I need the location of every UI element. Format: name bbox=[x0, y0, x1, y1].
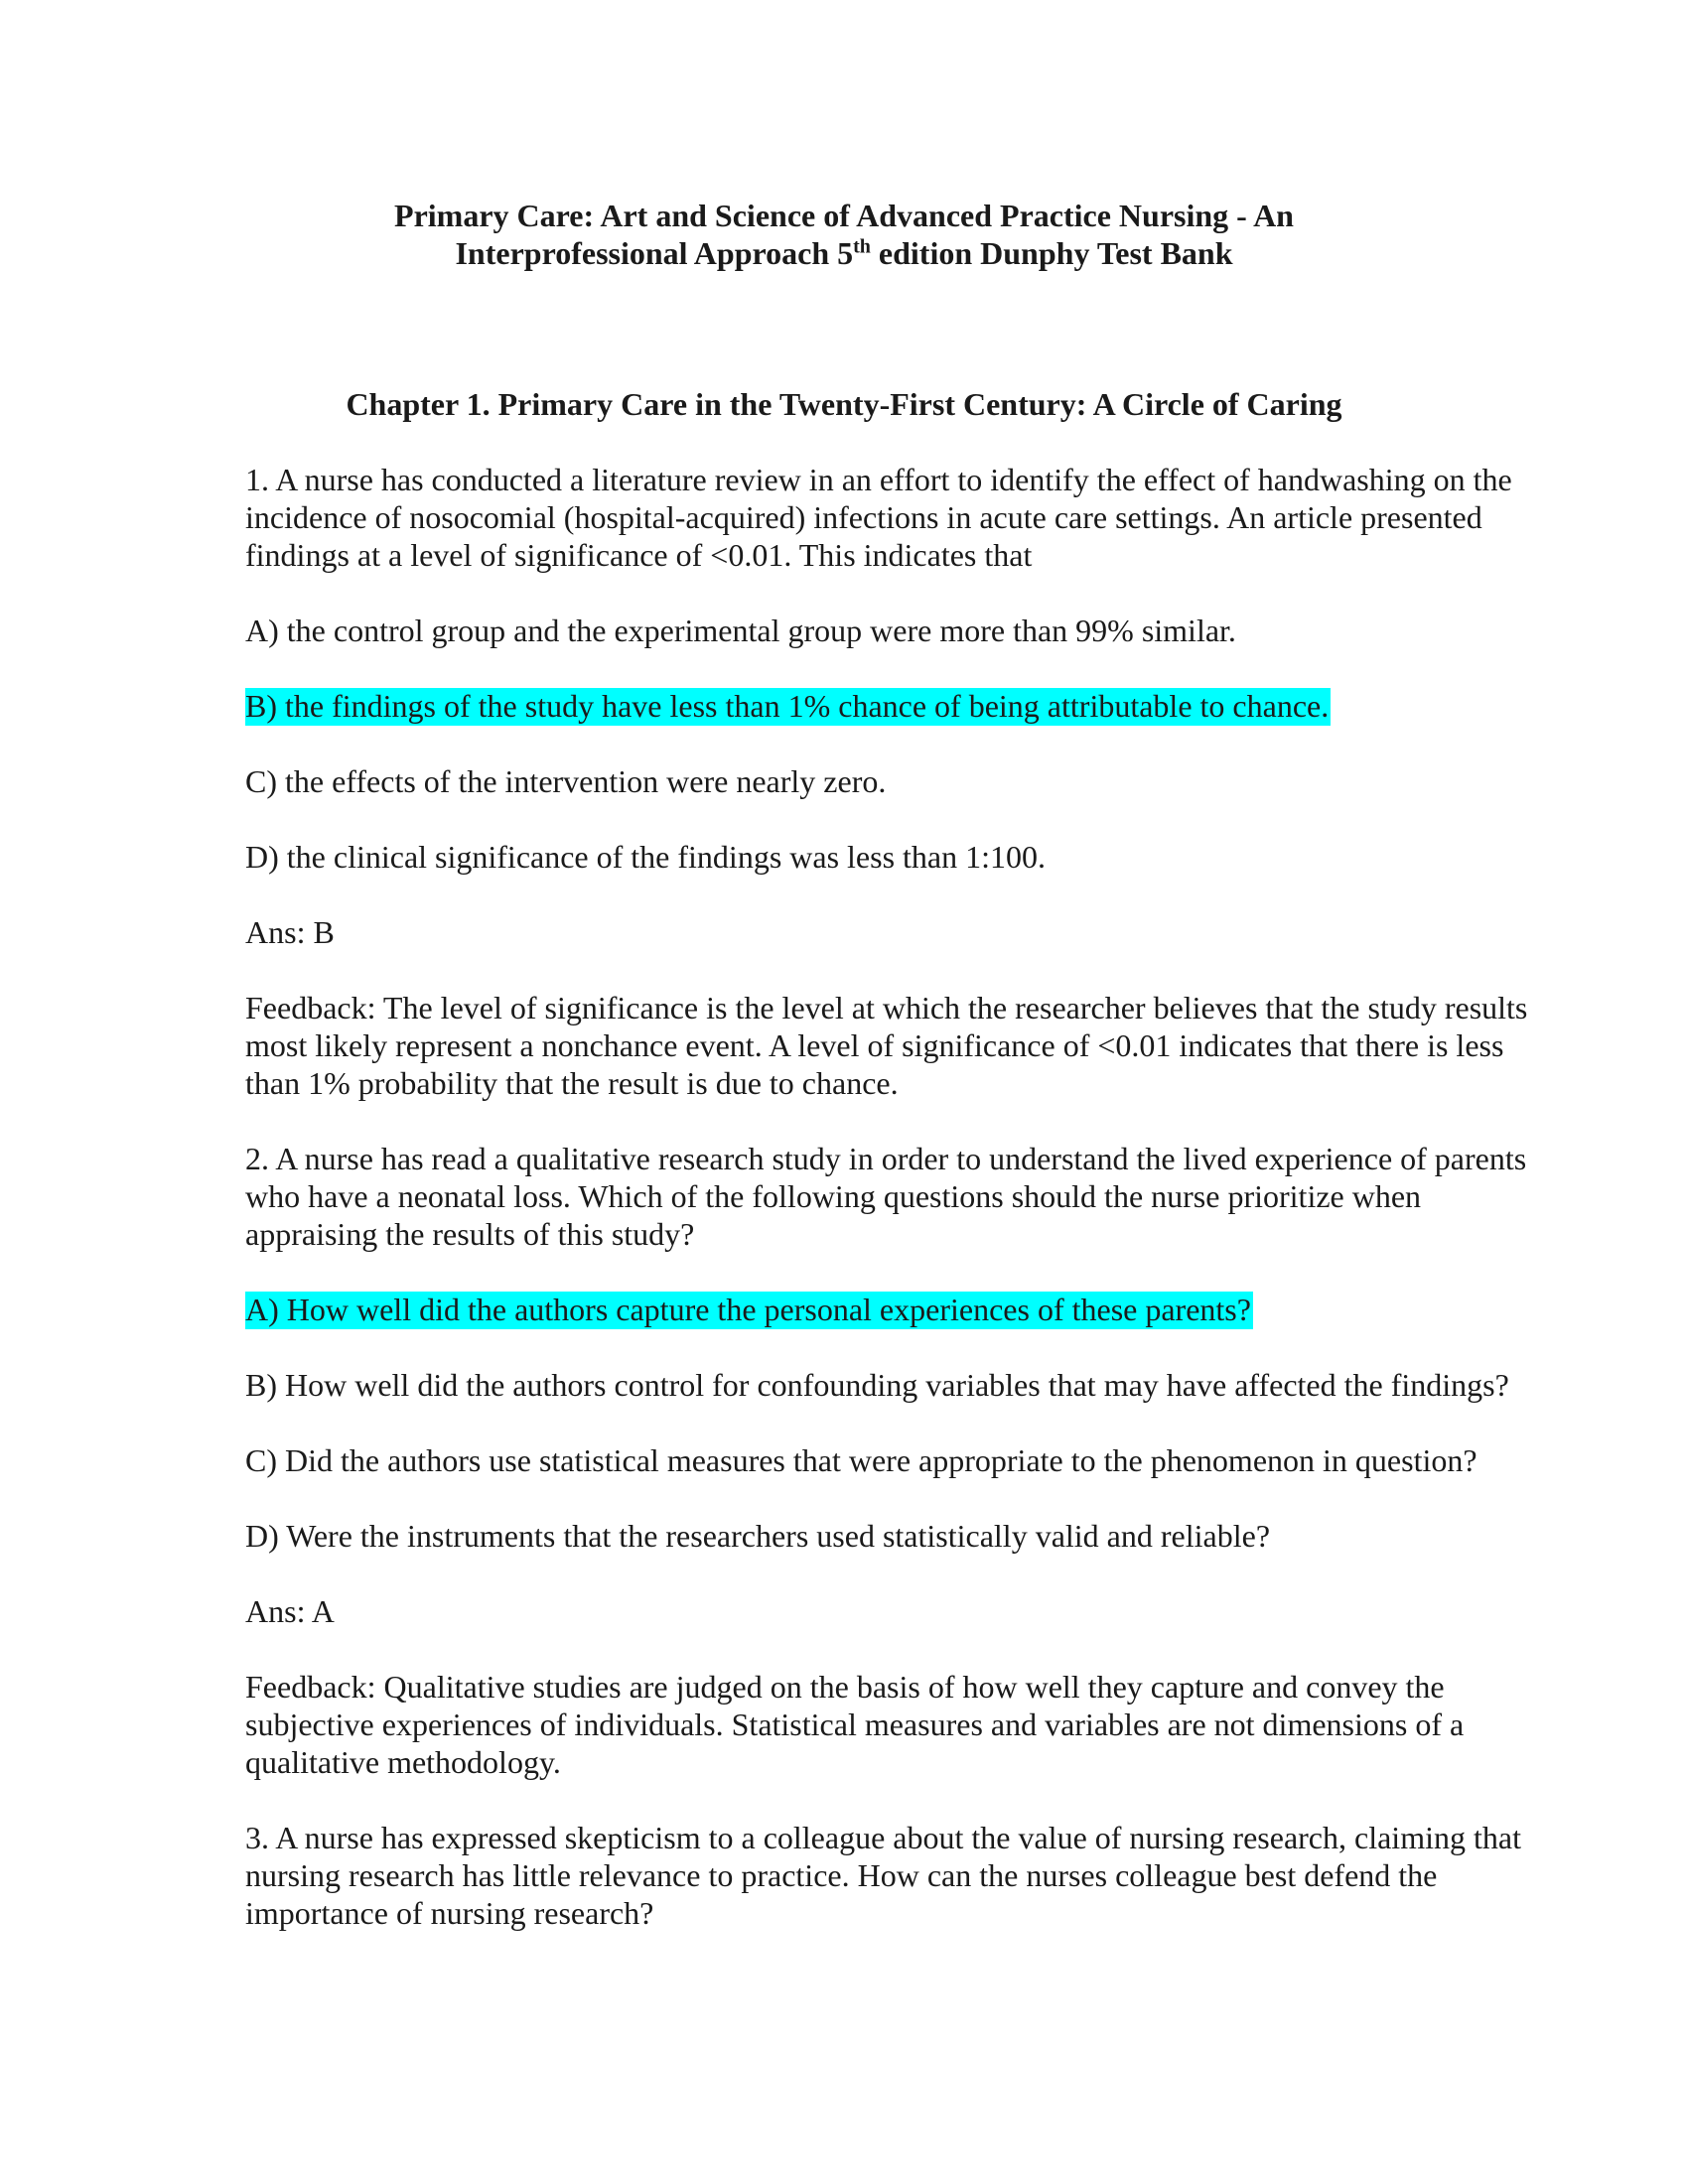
question-1-answer: Ans: B bbox=[245, 914, 335, 950]
title-line-2-tail: edition Dunphy Test Bank bbox=[870, 235, 1233, 271]
question-3-stem bbox=[245, 1819, 1596, 1932]
feedback-line: than 1% probability that the result is due to chance. bbox=[245, 1065, 899, 1101]
stem-line: 3. A nurse has expressed skepticism to a colleague about the value of nursing research, claiming that bbox=[245, 1820, 1521, 1855]
question-2-option-c: C) Did the authors use statistical measures that were appropriate to the phenomenon in question? bbox=[245, 1442, 1477, 1478]
question-1-option-b bbox=[245, 687, 1596, 725]
stem-line: findings at a level of significance of <0.01. This indicates that bbox=[245, 537, 1033, 573]
stem-line: incidence of nosocomial (hospital-acquired) infections in acute care settings. An article presented bbox=[245, 499, 1482, 535]
stem-line: 1. A nurse has conducted a literature review in an effort to identify the effect of handwashing on the bbox=[245, 462, 1512, 497]
title-edition-superscript: th bbox=[853, 235, 871, 258]
stem-line: appraising the results of this study? bbox=[245, 1216, 695, 1252]
question-1-option-d: D) the clinical significance of the findings was less than 1:100. bbox=[245, 839, 1047, 875]
question-2-option-b: B) How well did the authors control for confounding variables that may have affected the findings? bbox=[245, 1367, 1509, 1403]
stem-line: who have a neonatal loss. Which of the following questions should the nurse prioritize when bbox=[245, 1178, 1422, 1214]
question-2-option-d: D) Were the instruments that the researchers used statistically valid and reliable? bbox=[245, 1518, 1271, 1554]
feedback-line: qualitative methodology. bbox=[245, 1744, 561, 1780]
highlighted-correct-option: B) the findings of the study have less than 1% chance of being attributable to chance. bbox=[245, 688, 1330, 724]
stem-line: 2. A nurse has read a qualitative research study in order to understand the lived experience of parents bbox=[245, 1141, 1527, 1176]
chapter-heading: Chapter 1. Primary Care in the Twenty-First Century: A Circle of Caring bbox=[346, 386, 1342, 422]
title-line-2-main: Interprofessional Approach 5 bbox=[455, 235, 854, 271]
feedback-line: Feedback: The level of significance is the level at which the researcher believes that the study results bbox=[245, 990, 1528, 1025]
feedback-line: Feedback: Qualitative studies are judged on the basis of how well they capture and convey the bbox=[245, 1669, 1445, 1705]
question-2-option-a bbox=[245, 1291, 1596, 1328]
title-line-1: Primary Care: Art and Science of Advanced Practice Nursing - An bbox=[394, 198, 1294, 233]
question-1-stem bbox=[245, 461, 1596, 574]
stem-line: importance of nursing research? bbox=[245, 1895, 654, 1931]
question-1-option-a: A) the control group and the experimental group were more than 99% similar. bbox=[245, 613, 1236, 648]
feedback-line: subjective experiences of individuals. Statistical measures and variables are not dimensions of a bbox=[245, 1706, 1465, 1742]
question-2-answer: Ans: A bbox=[245, 1593, 335, 1629]
highlighted-correct-option: A) How well did the authors capture the personal experiences of these parents? bbox=[245, 1292, 1251, 1327]
feedback-line: most likely represent a nonchance event. A level of significance of <0.01 indicates that there is less bbox=[245, 1027, 1504, 1063]
question-2-feedback bbox=[245, 1668, 1596, 1781]
document-title bbox=[248, 197, 1440, 272]
title-line-2 bbox=[248, 234, 1440, 272]
question-1-feedback bbox=[245, 989, 1596, 1102]
question-1-option-c: C) the effects of the intervention were nearly zero. bbox=[245, 763, 887, 799]
question-2-stem bbox=[245, 1140, 1596, 1253]
stem-line: nursing research has little relevance to practice. How can the nurses colleague best defend the bbox=[245, 1857, 1438, 1893]
